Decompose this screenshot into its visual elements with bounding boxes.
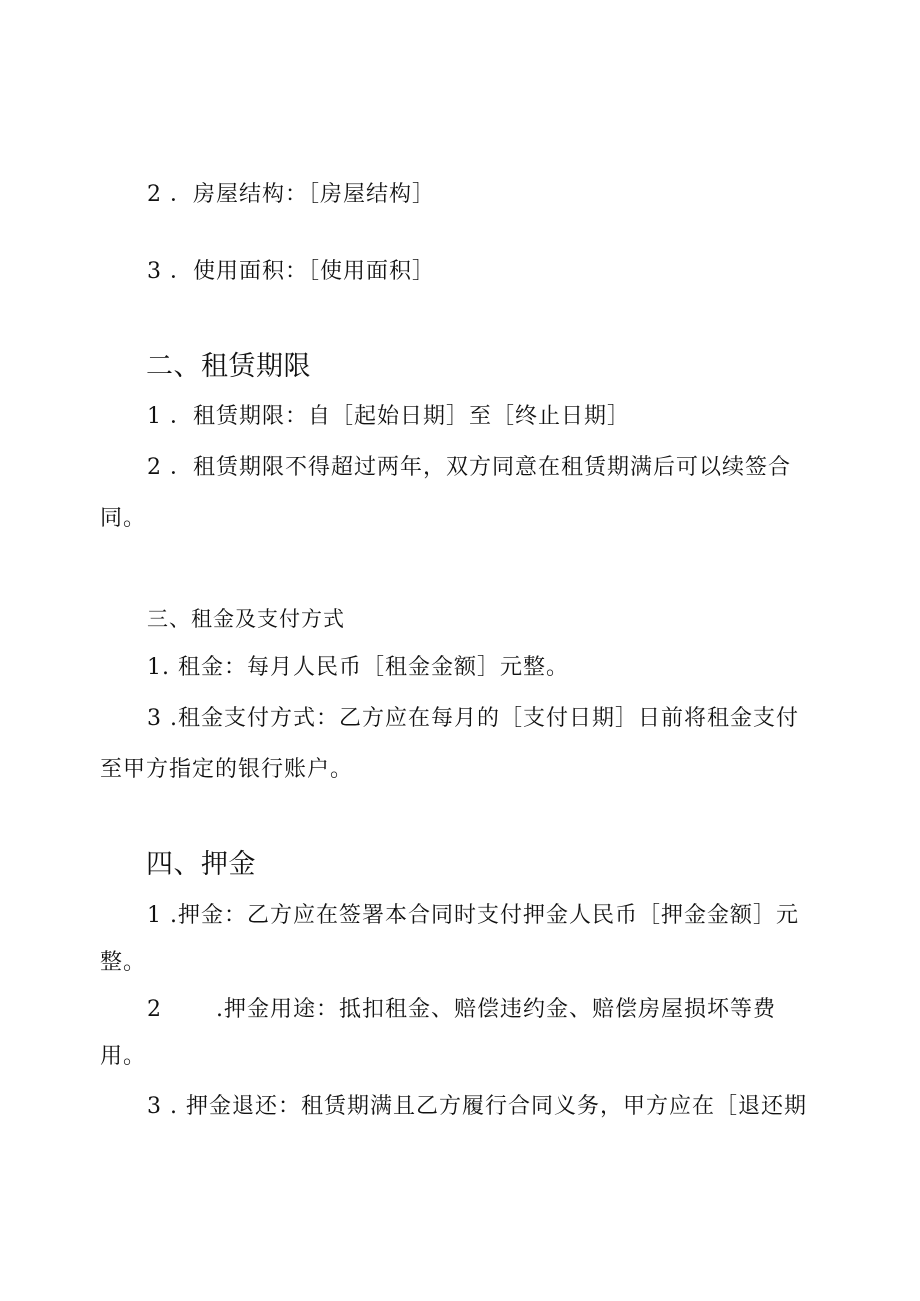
rent-item-1: 1. 租金：每月人民币［租金金额］元整。 <box>147 655 569 680</box>
deposit-item-3-line-1: 3 . 押金退还：租赁期满且乙方履行合同义务，甲方应在［退还期 <box>147 1094 807 1119</box>
deposit-item-2-line-2: 用。 <box>100 1044 147 1069</box>
rent-item-3-line-1: 3 .租金支付方式：乙方应在每月的［支付日期］日前将租金支付 <box>147 706 799 731</box>
house-structure-line: 2 ．房屋结构：［房屋结构］ <box>147 182 435 207</box>
deposit-item-1-line-2: 整。 <box>100 950 147 975</box>
usable-area-line: 3 ．使用面积：［使用面积］ <box>147 259 435 284</box>
deposit-heading: 四、押金 <box>146 849 256 880</box>
deposit-item-1-line-1: 1 .押金：乙方应在签署本合同时支付押金人民币［押金金额］元 <box>147 903 799 928</box>
deposit-item-2-line-1: 2 .押金用途：抵扣租金、赔偿违约金、赔偿房屋损坏等费 <box>147 997 776 1022</box>
lease-term-item-2-line-1: 2 ．租赁期限不得超过两年，双方同意在租赁期满后可以续签合 <box>147 455 791 480</box>
lease-term-item-2-line-2: 同。 <box>100 506 147 531</box>
lease-term-item-1: 1 ．租赁期限：自［起始日期］至［终止日期］ <box>147 404 630 429</box>
rent-payment-heading: 三、租金及支付方式 <box>147 607 345 631</box>
lease-term-heading: 二、租赁期限 <box>146 351 311 382</box>
rent-item-3-line-2: 至甲方指定的银行账户。 <box>100 757 354 782</box>
